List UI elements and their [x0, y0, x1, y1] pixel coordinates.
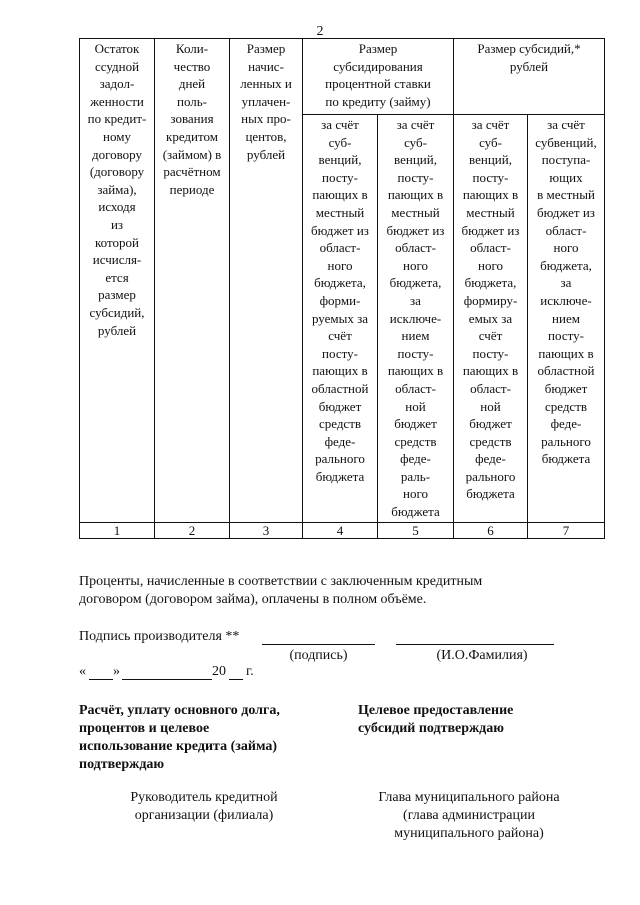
signature-hint: (подпись): [289, 648, 348, 663]
bank-head-title: Руководитель кредитной организации (филиала): [130, 790, 278, 823]
header-days-of-use: Коли- чество дней поль- зования кредитом (займом) в расчётном периоде: [155, 39, 230, 523]
header-interest-paid: Размер начис- ленных и уплачен- ных про- центов, рублей: [230, 39, 303, 523]
header-loan-balance: Остаток ссудной задол- женности по кредит- ному договору (договору займа), исходя из которой исчисля- ется размер субсидий, рублей: [80, 39, 155, 523]
column-number: 1: [80, 522, 155, 538]
date-open-quote: «: [79, 664, 86, 679]
column-number: 2: [155, 522, 230, 538]
date-year-blank[interactable]: [229, 679, 243, 680]
bank-confirmation-text: Расчёт, уплату основного долга, процентов и целевое использование кредита (займа) подтверждаю: [79, 703, 280, 772]
date-close-quote: »: [113, 664, 120, 679]
header-rate-federal-funds: за счёт суб- венций, посту- пающих в местный бюджет из област- ного бюджета, форми- руемых за счёт посту- пающих в областной бюджет средств феде- рального бюджета: [303, 115, 378, 523]
subsidy-calculation-table: [79, 38, 605, 539]
column-number: 5: [378, 522, 454, 538]
page-number: 2: [316, 24, 324, 39]
header-subsidy-amount-group: Размер субсидий,* рублей: [454, 39, 605, 115]
signature-blank[interactable]: [262, 644, 375, 645]
date-day-blank[interactable]: [89, 679, 113, 680]
full-name-hint: (И.О.Фамилия): [436, 648, 528, 663]
district-head-title: Глава муниципального района (глава администрации муниципального района): [378, 790, 560, 841]
header-amount-regional-funds: за счёт субвенций, поступа- ющих в местный бюджет из област- ного бюджета, за исключе- нием посту- пающих в областной бюджет средств феде- рального бюджета: [528, 115, 605, 523]
date-year-suffix: г.: [246, 664, 254, 679]
header-amount-federal-funds: за счёт суб- венций, посту- пающих в местный бюджет из област- ного бюджета, формиру- емых за счёт посту- пающих в област- ной бюджет средств феде- рального бюджета: [454, 115, 528, 523]
full-name-blank[interactable]: [396, 644, 554, 645]
producer-signature-label: Подпись производителя **: [79, 629, 240, 644]
municipal-confirmation-text: Целевое предоставление субсидий подтверждаю: [358, 703, 514, 736]
column-number: 7: [528, 522, 605, 538]
header-rate-regional-funds: за счёт суб- венций, посту- пающих в местный бюджет из област- ного бюджета, за исключе- нием посту- пающих в област- ной бюджет средств феде- раль- ного бюджета: [378, 115, 454, 523]
column-number: 3: [230, 522, 303, 538]
date-month-blank[interactable]: [122, 679, 212, 680]
column-number: 6: [454, 522, 528, 538]
interest-paid-statement: Проценты, начисленные в соответствии с заключенным кредитным договором (договором займа), оплачены в полном объёме.: [79, 574, 483, 607]
header-rate-subsidy-group: Размер субсидирования процентной ставки по кредиту (займу): [303, 39, 454, 115]
date-year-prefix: 20: [212, 664, 226, 679]
column-number: 4: [303, 522, 378, 538]
